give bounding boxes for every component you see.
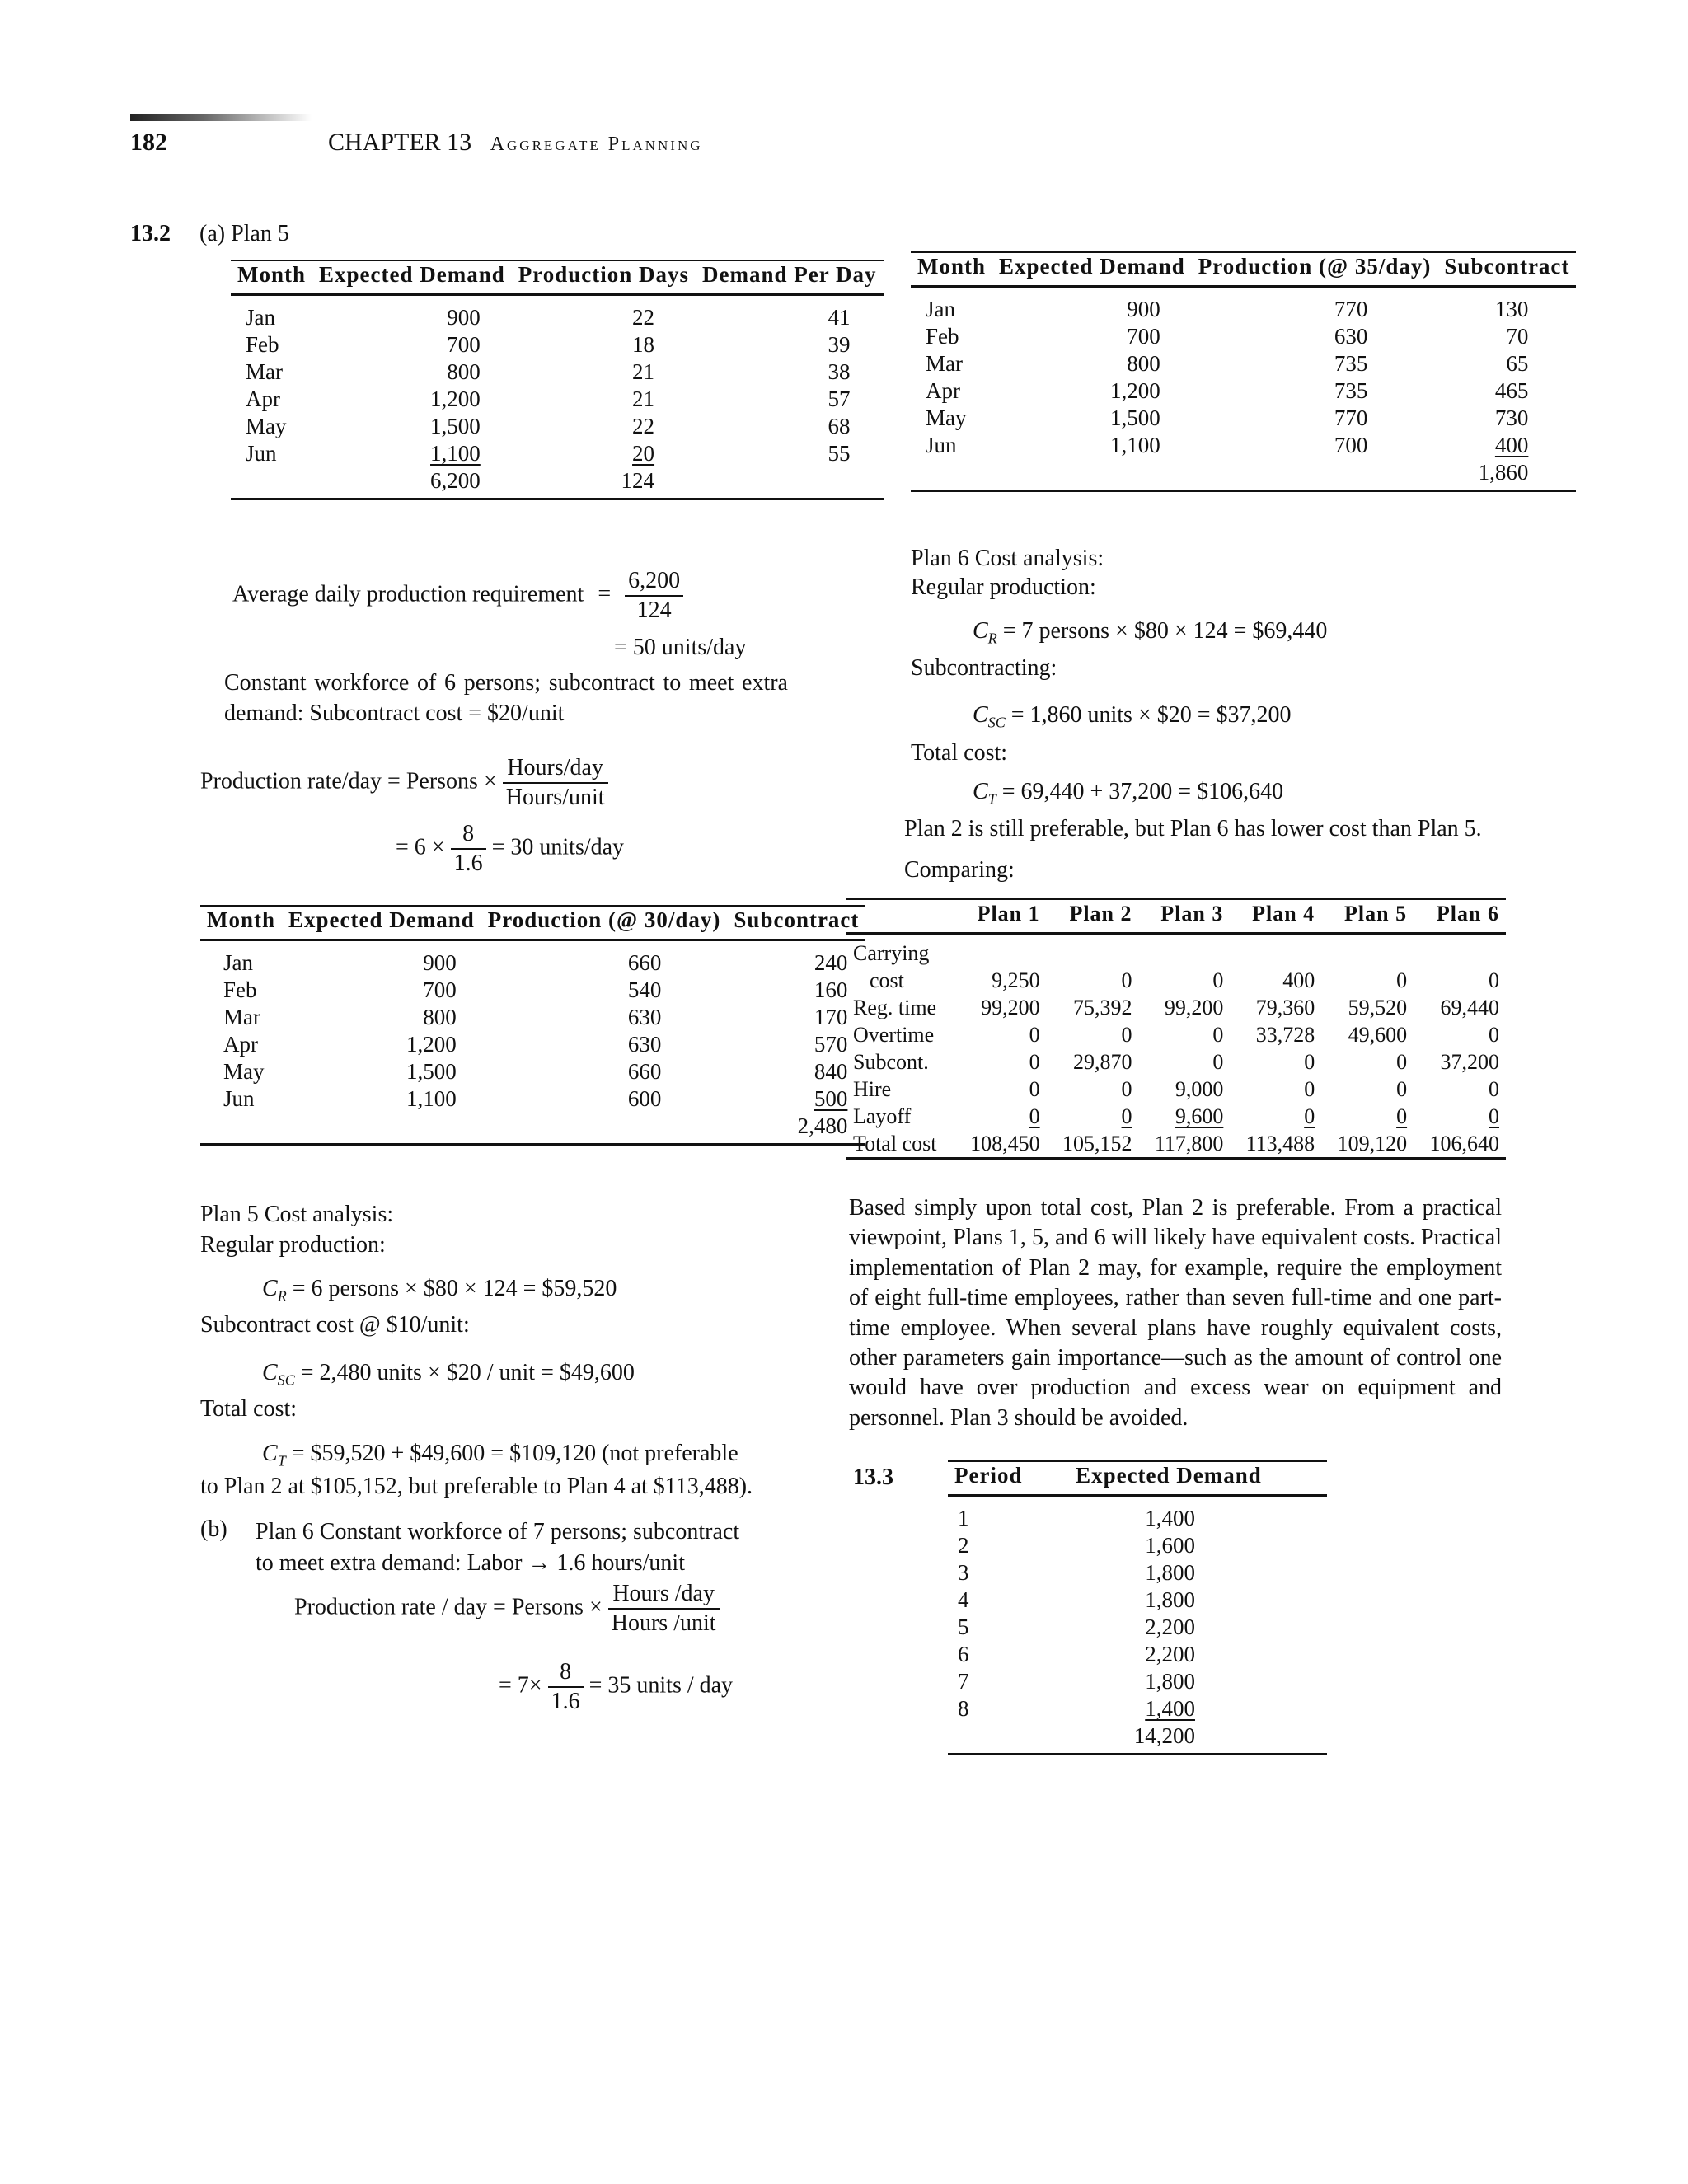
- plan5-cr: = 6 persons × $80 × 124 = $59,520: [292, 1276, 617, 1301]
- table-cell: 0: [1396, 1050, 1408, 1074]
- table-cell: 1,200: [430, 387, 481, 411]
- plan6-cost-title: Plan 6 Cost analysis:: [911, 546, 1104, 571]
- plan5-cr-line: [262, 1276, 617, 1305]
- problem-label-13-2: 13.2: [130, 221, 171, 246]
- table-header: Expected Demand: [288, 907, 475, 932]
- avg-requirement: [232, 567, 683, 625]
- table-row: [231, 413, 884, 440]
- table-cell: 0: [1396, 1104, 1408, 1128]
- empty-cell: [282, 1113, 481, 1145]
- table-header: Expected Demand: [1076, 1463, 1262, 1488]
- table-row: [846, 1130, 1506, 1159]
- table-cell: 21: [632, 387, 655, 411]
- part-b-rate-fraction: [608, 1580, 720, 1638]
- fraction-denominator: 1.6: [453, 851, 483, 876]
- table-header: Production (@ 30/day): [487, 907, 721, 932]
- table-cell: 22: [632, 305, 655, 330]
- plan5-demand-table: [231, 260, 884, 500]
- table-cell: 700: [447, 332, 481, 357]
- table-row: [948, 1641, 1327, 1668]
- plan5-regular-label: Regular production:: [200, 1232, 386, 1258]
- table-cell: 240: [814, 950, 848, 975]
- empty-cell: [1192, 459, 1438, 491]
- table-cell: 1,400: [1145, 1696, 1195, 1721]
- table-cell: 113,488: [1245, 1132, 1315, 1155]
- totals-row: [911, 459, 1576, 491]
- table-row: [911, 287, 1576, 324]
- cr-symbol: $C_R$: [973, 618, 997, 647]
- row-label: Carrying: [853, 941, 930, 965]
- page-number: 182: [130, 129, 167, 156]
- table-cell: 400: [1282, 968, 1315, 992]
- table-cell: 1,400: [1145, 1506, 1195, 1530]
- ct-symbol: $C_T$: [262, 1441, 286, 1469]
- table-row: [200, 1085, 865, 1113]
- table-header: Plan 5: [1344, 902, 1408, 926]
- totals-row: [231, 467, 884, 499]
- csc-symbol: $C_{SC}$: [973, 702, 1006, 731]
- plan5-ct-continued: to Plan 2 at $105,152, but preferable to Plan 4 at $113,488).: [200, 1474, 753, 1499]
- table-header: Period: [954, 1463, 1023, 1488]
- header-rule: [130, 114, 312, 121]
- total-cell: 14,200: [1133, 1723, 1195, 1748]
- fraction-denominator: 1.6: [551, 1689, 580, 1714]
- table-cell: 700: [423, 977, 457, 1002]
- table-cell: 0: [1304, 1077, 1315, 1101]
- table-row: [231, 386, 884, 413]
- csc-symbol: $C_{SC}$: [262, 1360, 295, 1389]
- table-row: [200, 977, 865, 1004]
- table-row: [948, 1586, 1327, 1614]
- table-cell: 0: [1029, 1104, 1040, 1128]
- table-row: [911, 432, 1576, 459]
- table-cell: 800: [1127, 351, 1160, 376]
- table-cell: 1,100: [406, 1086, 457, 1111]
- table-cell: 1,200: [1110, 378, 1160, 403]
- rate-calc: [396, 820, 624, 878]
- table-cell: 0: [1304, 1050, 1315, 1074]
- table-cell: 99,200: [981, 996, 1040, 1019]
- table-cell: Mar: [926, 351, 963, 376]
- fraction-numerator: 6,200: [625, 567, 683, 597]
- table-cell: 600: [627, 1086, 662, 1111]
- table-row: [846, 934, 1506, 968]
- table-cell: 900: [1127, 297, 1160, 321]
- cr-symbol: $C_R$: [262, 1276, 287, 1305]
- table-cell: 65: [1506, 351, 1529, 376]
- table-cell: 2,200: [1145, 1642, 1195, 1666]
- plan6-production-table: [911, 251, 1576, 492]
- table-cell: 0: [1029, 1023, 1040, 1047]
- plan6-cr-line: [973, 618, 1327, 648]
- table-row: [200, 1058, 865, 1085]
- table-row: [846, 1048, 1506, 1076]
- table-cell: Jan: [926, 297, 955, 321]
- table-cell: 570: [814, 1032, 848, 1057]
- table-row: [911, 350, 1576, 377]
- part-b-line1: Plan 6 Constant workforce of 7 persons; subcontract: [256, 1519, 740, 1544]
- row-label: Layoff: [853, 1104, 912, 1128]
- table-row: [911, 323, 1576, 350]
- table-cell: 0: [1029, 1050, 1040, 1074]
- table-cell: May: [246, 414, 287, 438]
- table-cell: 1,100: [1110, 433, 1160, 457]
- table-cell: Apr: [246, 387, 280, 411]
- table-cell: Feb: [246, 332, 279, 357]
- plan6-csc-line: [973, 702, 1292, 732]
- table-row: [948, 1614, 1327, 1641]
- rate-fraction: [503, 754, 608, 812]
- table-cell: 6: [958, 1642, 969, 1666]
- table-cell: 3: [958, 1560, 969, 1585]
- table-cell: 1: [958, 1506, 969, 1530]
- table-cell: 500: [814, 1086, 848, 1111]
- table-header: Plan 4: [1252, 902, 1315, 926]
- table-header: Expected Demand: [319, 262, 505, 287]
- table-cell: 700: [1334, 433, 1368, 457]
- empty-cell: [481, 1113, 728, 1145]
- table-cell: 9,600: [1175, 1104, 1224, 1128]
- table-row: [200, 1004, 865, 1031]
- table-cell: Mar: [223, 1005, 260, 1029]
- table-cell: Jan: [246, 305, 275, 330]
- row-label: cost: [870, 968, 904, 992]
- table-cell: 49,600: [1348, 1023, 1408, 1047]
- row-label: Total cost: [853, 1132, 937, 1155]
- table-cell: 840: [814, 1059, 848, 1084]
- table-cell: 1,100: [430, 441, 481, 466]
- table-header: Month: [917, 254, 987, 279]
- table-cell: 68: [828, 414, 851, 438]
- table-row: [231, 440, 884, 467]
- table-cell: May: [926, 405, 967, 430]
- table-cell: Feb: [223, 977, 257, 1002]
- table-cell: 9,000: [1175, 1077, 1224, 1101]
- table-cell: Jun: [246, 441, 277, 466]
- table-cell: Apr: [926, 378, 960, 403]
- fraction-numerator: 8: [451, 820, 486, 850]
- table-cell: 1,600: [1145, 1533, 1195, 1558]
- chapter-heading: [328, 129, 703, 157]
- part-b-calc-prefix: = 7×: [499, 1672, 542, 1699]
- empty-cell: [948, 1722, 1051, 1755]
- table-cell: 730: [1494, 405, 1529, 430]
- table-cell: 660: [627, 1059, 662, 1084]
- table-cell: 21: [632, 359, 655, 384]
- part-b-rate-formula: [294, 1580, 720, 1638]
- part-b-calc-result: = 35 units / day: [588, 1672, 734, 1699]
- chapter-label: CHAPTER 13: [328, 129, 472, 156]
- table-row: [846, 994, 1506, 1021]
- table-row: [846, 1103, 1506, 1130]
- table-cell: 37,200: [1440, 1050, 1499, 1074]
- table-header: Plan 1: [977, 902, 1040, 926]
- table-row: [846, 1021, 1506, 1048]
- table-row: [911, 377, 1576, 405]
- part-b-text: [256, 1516, 739, 1579]
- plan5-subcontract-label: Subcontract cost @ $10/unit:: [200, 1312, 470, 1338]
- table-cell: 1,500: [1110, 405, 1160, 430]
- table-row: [200, 1031, 865, 1058]
- table-cell: 38: [828, 359, 851, 384]
- table-header: Plan 6: [1436, 902, 1499, 926]
- table-cell: 660: [627, 950, 662, 975]
- table-cell: 0: [1396, 1077, 1408, 1101]
- table-cell: 0: [1489, 1077, 1499, 1101]
- table-cell: 29,870: [1073, 1050, 1132, 1074]
- table-cell: 630: [627, 1032, 662, 1057]
- table-cell: 0: [1304, 1104, 1315, 1128]
- table-cell: 8: [958, 1696, 969, 1721]
- table-cell: 109,120: [1337, 1132, 1408, 1155]
- table-cell: 0: [1212, 1050, 1224, 1074]
- table-cell: 800: [447, 359, 481, 384]
- table-cell: 630: [627, 1005, 662, 1029]
- rate-calc-prefix: = 6 ×: [396, 834, 445, 860]
- table-cell: 79,360: [1255, 996, 1315, 1019]
- table-cell: Jun: [223, 1086, 255, 1111]
- table-cell: 0: [1121, 1023, 1132, 1047]
- table-cell: 0: [1489, 1104, 1499, 1128]
- plan5-ct: = $59,520 + $49,600 = $109,120 (not preferable: [291, 1441, 738, 1466]
- plan6-total-label: Total cost:: [911, 740, 1008, 766]
- table-cell: 59,520: [1348, 996, 1408, 1019]
- table-cell: 735: [1334, 351, 1368, 376]
- table-cell: 540: [627, 977, 662, 1002]
- table-cell: Feb: [926, 324, 959, 349]
- table-cell: 2: [958, 1533, 969, 1558]
- table-row: [911, 405, 1576, 432]
- table-cell: May: [223, 1059, 265, 1084]
- table-cell: 41: [828, 305, 851, 330]
- table-cell: 0: [1396, 968, 1408, 992]
- table-header: Plan 3: [1160, 902, 1224, 926]
- table-cell: 108,450: [970, 1132, 1040, 1155]
- totals-row: [200, 1113, 865, 1145]
- part-b-calc-fraction: [548, 1658, 584, 1716]
- period-demand-table: [948, 1460, 1327, 1755]
- part-b-label: (b): [200, 1516, 227, 1542]
- table-row: [948, 1496, 1327, 1533]
- table-cell: 0: [1212, 968, 1224, 992]
- constant-workforce-text: Constant workforce of 6 persons; subcontract to meet extra demand: Subcontract cost = $20/unit: [224, 670, 788, 726]
- table-row: [948, 1668, 1327, 1695]
- table-cell: 117,800: [1154, 1132, 1224, 1155]
- total-cell: 6,200: [430, 468, 481, 493]
- table-cell: 770: [1334, 297, 1368, 321]
- table-cell: 0: [1121, 1104, 1132, 1128]
- plan6-regular-label: Regular production:: [911, 574, 1096, 600]
- table-cell: 0: [1121, 1077, 1132, 1101]
- table-cell: 770: [1334, 405, 1368, 430]
- table-cell: 70: [1506, 324, 1529, 349]
- avg-fraction: [625, 567, 683, 625]
- total-cell: [696, 467, 883, 499]
- fraction-denominator: 124: [636, 598, 672, 623]
- fraction-numerator: Hours /day: [608, 1580, 720, 1610]
- table-cell: 1,500: [406, 1059, 457, 1084]
- avg-label: Average daily production requirement: [232, 581, 584, 607]
- table-header: Production (@ 35/day): [1198, 254, 1432, 279]
- table-header: [846, 899, 954, 934]
- table-header: Production Days: [518, 262, 690, 287]
- plan6-subcontract-label: Subcontracting:: [911, 655, 1057, 681]
- part-b-line2: to meet extra demand: Labor → 1.6 hours/unit: [256, 1550, 685, 1576]
- table-cell: 0: [1212, 1023, 1224, 1047]
- table-row: [231, 295, 884, 332]
- table-cell: 22: [632, 414, 655, 438]
- plan5-csc-line: [262, 1360, 635, 1390]
- plan5-cost-analysis: [200, 1199, 393, 1260]
- table-row: [231, 359, 884, 386]
- table-cell: 130: [1494, 297, 1529, 321]
- table-row: [948, 1559, 1327, 1586]
- totals-row: [948, 1722, 1327, 1755]
- part-a-label: (a) Plan 5: [199, 221, 289, 246]
- fraction-numerator: Hours/day: [503, 754, 608, 784]
- avg-eq: =: [598, 581, 612, 607]
- plan5-total-label: Total cost:: [200, 1396, 298, 1422]
- table-cell: 106,640: [1429, 1132, 1499, 1155]
- table-cell: Mar: [246, 359, 283, 384]
- table-cell: 55: [828, 441, 851, 466]
- plan6-csc: = 1,860 units × $20 = $37,200: [1010, 702, 1292, 728]
- total-cell: 2,480: [797, 1113, 848, 1138]
- total-cell: [231, 467, 312, 499]
- table-cell: 69,440: [1440, 996, 1499, 1019]
- table-cell: 465: [1494, 378, 1529, 403]
- part-b-rate-lhs: Production rate / day = Persons ×: [294, 1594, 603, 1620]
- row-label: Hire: [853, 1077, 892, 1101]
- table-cell: Apr: [223, 1032, 258, 1057]
- empty-cell: [911, 459, 992, 491]
- table-row: [948, 1695, 1327, 1722]
- table-cell: 1,200: [406, 1032, 457, 1057]
- rate-calc-result: = 30 units/day: [491, 834, 625, 860]
- plan6-cr: = 7 persons × $80 × 124 = $69,440: [1002, 618, 1328, 644]
- part-b-rate-calc: [499, 1658, 733, 1716]
- avg-result: = 50 units/day: [614, 635, 747, 660]
- table-cell: Jan: [223, 950, 253, 975]
- rate-formula: [200, 754, 608, 812]
- table-header: Month: [237, 262, 307, 287]
- empty-cell: [200, 1113, 282, 1145]
- table-cell: 800: [423, 1005, 457, 1029]
- plan6-cost-analysis: [911, 544, 1104, 602]
- total-cell: 1,860: [1478, 460, 1529, 485]
- table-header: Subcontract: [734, 907, 860, 932]
- table-cell: 18: [632, 332, 655, 357]
- chapter-title: Aggregate Planning: [490, 134, 703, 155]
- table-cell: 0: [1121, 968, 1132, 992]
- table-cell: 170: [814, 1005, 848, 1029]
- row-label: Overtime: [853, 1023, 935, 1047]
- table-cell: 1,800: [1145, 1587, 1195, 1612]
- table-cell: 105,152: [1062, 1132, 1132, 1155]
- table-cell: 5: [958, 1615, 969, 1639]
- plan6-ct: = 69,440 + 37,200 = $106,640: [1001, 779, 1284, 804]
- total-cell: 124: [621, 468, 655, 493]
- table-cell: 4: [958, 1587, 969, 1612]
- table-cell: 1,800: [1145, 1669, 1195, 1694]
- plan5-ct-line: [262, 1441, 738, 1470]
- table-cell: 75,392: [1073, 996, 1132, 1019]
- discussion-paragraph: Based simply upon total cost, Plan 2 is preferable. From a practical viewpoint, Plans 1, 5, and 6 will likely have equivalent costs. Practical implementation of Plan 2 may, for example, require the employment of eight full-time employees, rather than seven full-time and one part-time employee. When several plans have roughly equivalent costs, other parameters gain importance—such as the amount of control one would have over production and excess wear on equipment and personnel. Plan 3 should be avoided.: [849, 1195, 1502, 1431]
- table-cell: 630: [1334, 324, 1368, 349]
- row-label: Reg. time: [853, 996, 937, 1019]
- fraction-denominator: Hours /unit: [611, 1610, 716, 1636]
- table-cell: 700: [1127, 324, 1160, 349]
- fraction-numerator: 8: [548, 1658, 584, 1688]
- table-cell: 0: [1489, 968, 1499, 992]
- plan5-production-table: [200, 905, 865, 1146]
- problem-label-13-3: 13.3: [853, 1465, 893, 1490]
- empty-cell: [992, 459, 1192, 491]
- table-cell: 735: [1334, 378, 1368, 403]
- table-cell: 57: [828, 387, 851, 411]
- table-cell: 2,200: [1145, 1615, 1195, 1639]
- table-row: [948, 1532, 1327, 1559]
- table-cell: 0: [1029, 1077, 1040, 1101]
- plan5-cost-title: Plan 5 Cost analysis:: [200, 1202, 394, 1227]
- table-cell: 1,800: [1145, 1560, 1195, 1585]
- comparing-label: Comparing:: [904, 857, 1015, 883]
- fraction-denominator: Hours/unit: [505, 785, 605, 810]
- plan6-conclusion: Plan 2 is still preferable, but Plan 6 has lower cost than Plan 5.: [904, 816, 1482, 841]
- table-row: [846, 1076, 1506, 1103]
- table-row: [200, 940, 865, 977]
- table-cell: 20: [632, 441, 655, 466]
- table-header: Subcontract: [1444, 254, 1570, 279]
- table-cell: 900: [447, 305, 481, 330]
- table-header: Month: [207, 907, 276, 932]
- table-row: [231, 331, 884, 359]
- table-header: Demand Per Day: [702, 262, 877, 287]
- table-cell: 7: [958, 1669, 969, 1694]
- table-header: Expected Demand: [999, 254, 1185, 279]
- plan5-csc: = 2,480 units × $20 / unit = $49,600: [300, 1360, 635, 1385]
- table-cell: 9,250: [992, 968, 1040, 992]
- plan-comparison-table: [846, 898, 1506, 1160]
- table-cell: 400: [1494, 433, 1529, 457]
- rate-calc-fraction: [451, 820, 486, 878]
- table-header: Plan 2: [1069, 902, 1132, 926]
- plan6-ct-line: [973, 779, 1283, 808]
- table-row: [846, 967, 1506, 994]
- table-cell: 33,728: [1255, 1023, 1315, 1047]
- table-cell: 1,500: [430, 414, 481, 438]
- table-cell: 900: [423, 950, 457, 975]
- table-cell: 160: [814, 977, 848, 1002]
- rate-lhs: Production rate/day = Persons ×: [200, 768, 497, 794]
- ct-symbol: $C_T$: [973, 779, 996, 808]
- row-label: Subcont.: [853, 1050, 929, 1074]
- table-cell: Jun: [926, 433, 957, 457]
- table-cell: 39: [828, 332, 851, 357]
- table-cell: 0: [1489, 1023, 1499, 1047]
- table-cell: 99,200: [1164, 996, 1224, 1019]
